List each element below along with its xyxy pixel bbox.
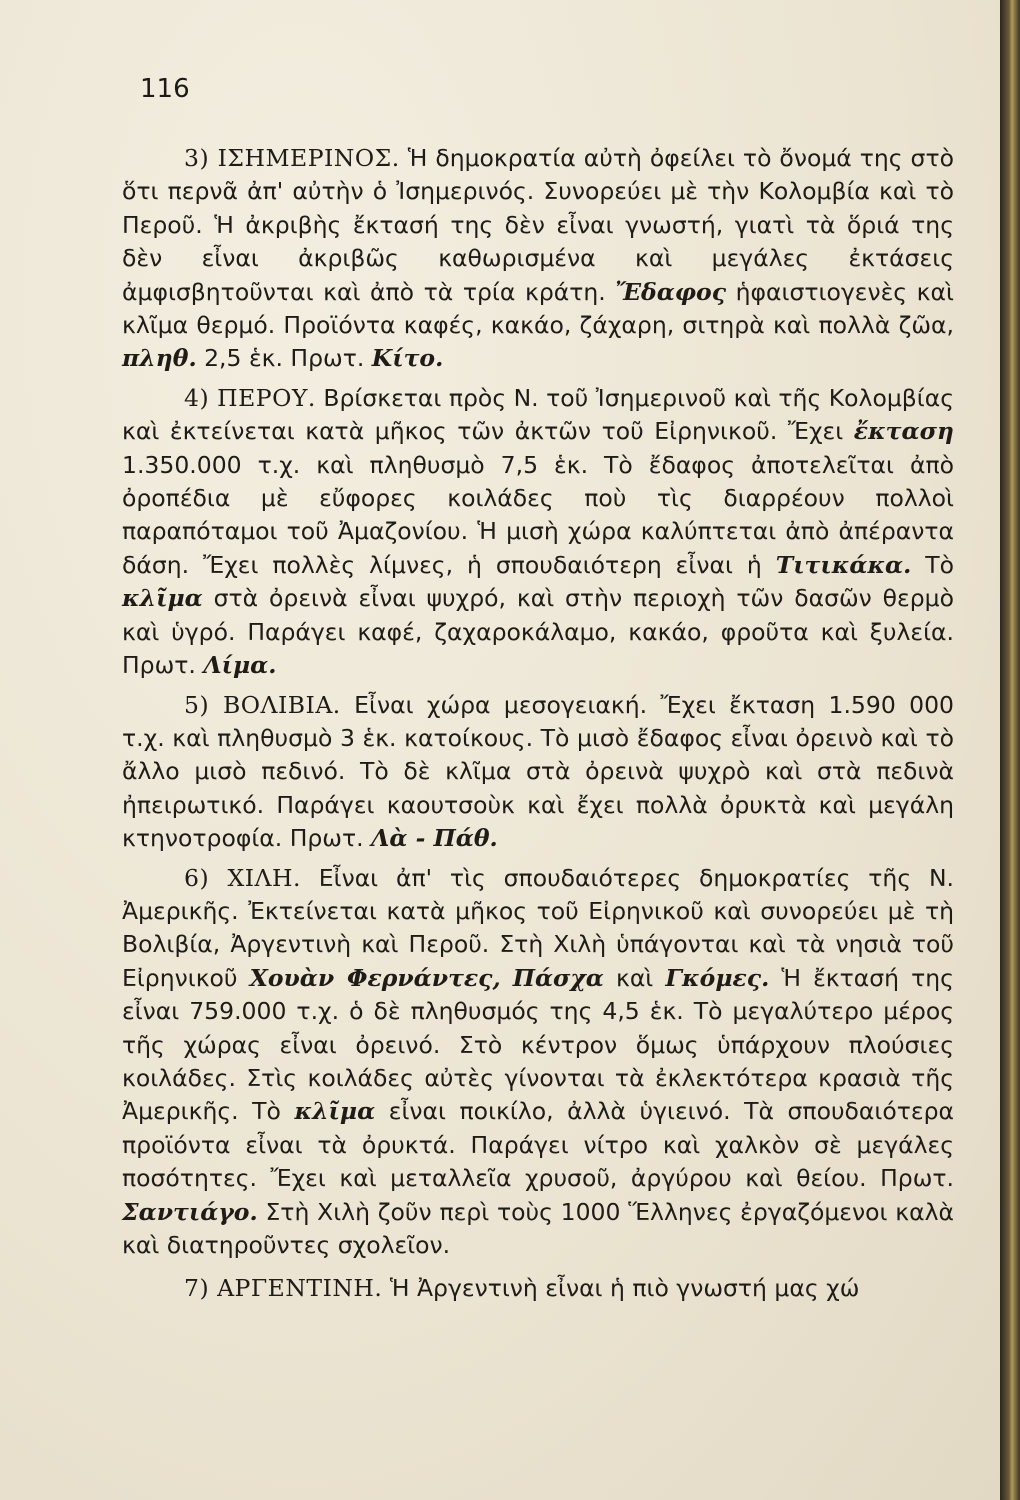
section-heading: 6) ΧΙΛΗ.	[184, 863, 301, 892]
book-binding-edge	[1000, 0, 1020, 1500]
emphasis-text: κλῖμα	[294, 1097, 376, 1126]
capital-name: Λίμα.	[203, 651, 277, 680]
section-argentina	[122, 1272, 954, 1305]
section-text: εἶναι ποικίλο, ἀλλὰ ὑγιεινό. Τὰ σπουδαιότερα προϊόντα εἶναι τὰ ὀρυκτά. Παράγει νίτρο καὶ χαλκὸν σὲ μεγάλες ποσότητες. Ἔχει καὶ μεταλλεῖα χρυσοῦ, ἀργύρου καὶ θείου. Πρωτ.	[122, 1097, 954, 1193]
section-chile	[122, 862, 954, 1263]
section-peru	[122, 382, 954, 683]
section-text: καὶ	[603, 963, 666, 992]
section-heading: 5) ΒΟΛΙΒΙΑ.	[184, 690, 341, 719]
emphasis-text: Τιτικάκα.	[775, 550, 912, 579]
emphasis-text: Πάσχα	[512, 963, 604, 992]
section-text: Ἡ Ἀργεντινὴ εἶναι ἡ πιὸ γνωστή μας χώ	[382, 1274, 860, 1303]
section-text: Εἶναι χώρα μεσογειακή. Ἔχει ἔκταση 1.590 000 τ.χ. καὶ πληθυσμὸ 3 ἑκ. κατοίκους. Τὸ μισὸ ἔδαφος εἶναι ὀρεινὸ καὶ τὸ ἄλλο μισὸ πεδινό. Τὸ δὲ κλῖμα στὰ ὀρεινὰ ψυχρὸ καὶ στὰ πεδινὰ ἠπειρωτικό. Παράγει καουτσοὺκ καὶ ἔχει πολλὰ ὀρυκτὰ καὶ μεγάλη κτηνοτροφία. Πρωτ.	[122, 690, 955, 853]
section-text: 1.350.000 τ.χ. καὶ πληθυσμὸ 7,5 ἑκ. Τὸ ἔδαφος ἀποτελεῖται ἀπὸ ὀροπέδια μὲ εὔφορες κοιλάδες ποὺ τὶς διαρρέουν πολλοὶ παραπόταμοι τοῦ Ἀμαζονίου. Ἡ μισὴ χώρα καλύπτεται ἀπὸ ἀπέραντα δάση. Ἔχει πολλὲς λίμνες, ἡ σπουδαιότερη εἶναι ἡ	[122, 450, 954, 579]
page-body	[122, 142, 954, 1312]
section-heading: 4) ΠΕΡΟΥ.	[184, 383, 316, 412]
emphasis-text: ἔκταση	[853, 417, 954, 446]
section-text: ἡφαιστιογενὲς καὶ κλῖμα θερμό. Προϊόντα καφές, κακάο, ζάχαρη, σιτηρὰ καὶ πολλὰ ζῶα,	[122, 277, 954, 340]
emphasis-text: Χουὰν Φερνάντες,	[249, 963, 501, 992]
page-number: 116	[140, 74, 190, 104]
capital-name: Σαντιάγο.	[122, 1197, 258, 1226]
capital-name: Κίτο.	[371, 344, 444, 373]
emphasis-text: κλῖμα	[122, 584, 203, 613]
section-text: Εἶναι ἀπ' τὶς σπουδαιότερες δημοκρατίες τῆς Ν. Ἀμερικῆς. Ἐκτείνεται κατὰ μῆκος τοῦ Εἰρηνικοῦ καὶ συνορεύει μὲ τὴ Βολιβία, Ἀργεντινὴ καὶ Περοῦ. Στὴ Χιλὴ ὑπάγονται καὶ τὰ νησιὰ τοῦ Εἰρηνικοῦ	[122, 863, 954, 992]
section-text	[501, 964, 513, 992]
section-heading: 7) ΑΡΓΕΝΤΙΝΗ.	[184, 1274, 383, 1303]
capital-name: Λὰ - Πάθ.	[371, 824, 498, 853]
section-heading: 3) ΙΣΗΜΕΡΙΝΟΣ.	[184, 144, 400, 172]
section-text: Βρίσκεται πρὸς Ν. τοῦ Ἰσημερινοῦ καὶ τῆς Κολομβίας καὶ ἐκτείνεται κατὰ μῆκος τῶν ἀκτῶν τοῦ Εἰρηνικοῦ. Ἔχει	[122, 383, 954, 446]
section-text: Στὴ Χιλὴ ζοῦν περὶ τοὺς 1000 Ἕλληνες ἐργαζόμενοι καλὰ καὶ διατηροῦντες σχολεῖον.	[122, 1197, 954, 1259]
section-text: Ἡ δημοκρατία αὐτὴ ὀφείλει τὸ ὄνομά της στὸ ὅτι περνᾶ ἀπ' αὐτὴν ὁ Ἰσημερινός. Συνορεύει μὲ τὴν Κολομβία καὶ τὸ Περοῦ. Ἡ ἀκριβὴς ἔκτασή της δὲν εἶναι γνωστή, γιατὶ τὰ ὅριά της δὲν εἶναι ἀκριβῶς καθωρισμένα καὶ μεγάλες ἐκτάσεις ἀμφισβητοῦνται καὶ ἀπὸ τὰ τρία κράτη.	[122, 144, 954, 306]
section-text: 2,5 ἑκ. Πρωτ.	[196, 344, 372, 373]
emphasis-text: Γκόμες.	[665, 963, 770, 992]
section-text: Ἡ ἔκτασή της εἶναι 759.000 τ.χ. ὁ δὲ πληθυσμός της 4,5 ἑκ. Τὸ μεγαλύτερο μέρος τῆς χώρας εἶναι ὀρεινό. Στὸ κέντρον ὅμως ὑπάρχουν πλούσιες κοιλάδες. Στὶς κοιλάδες αὐτὲς γίνονται τὰ ἐκλεκτότερα κρασιὰ τῆς Ἀμερικῆς. Τὸ	[122, 963, 954, 1126]
section-text: Τὸ	[911, 550, 955, 579]
emphasis-text: πληθ.	[122, 344, 197, 373]
section-bolivia	[122, 689, 954, 856]
section-ecuador	[122, 142, 954, 376]
emphasis-text: Ἔδαφος	[615, 277, 727, 306]
section-text: στὰ ὀρεινὰ εἶναι ψυχρό, καὶ στὴν περιοχὴ τῶν δασῶν θερμὸ καὶ ὑγρό. Παράγει καφέ, ζαχαροκάλαμο, κακάο, φροῦτα καὶ ξυλεία. Πρωτ.	[122, 584, 954, 680]
